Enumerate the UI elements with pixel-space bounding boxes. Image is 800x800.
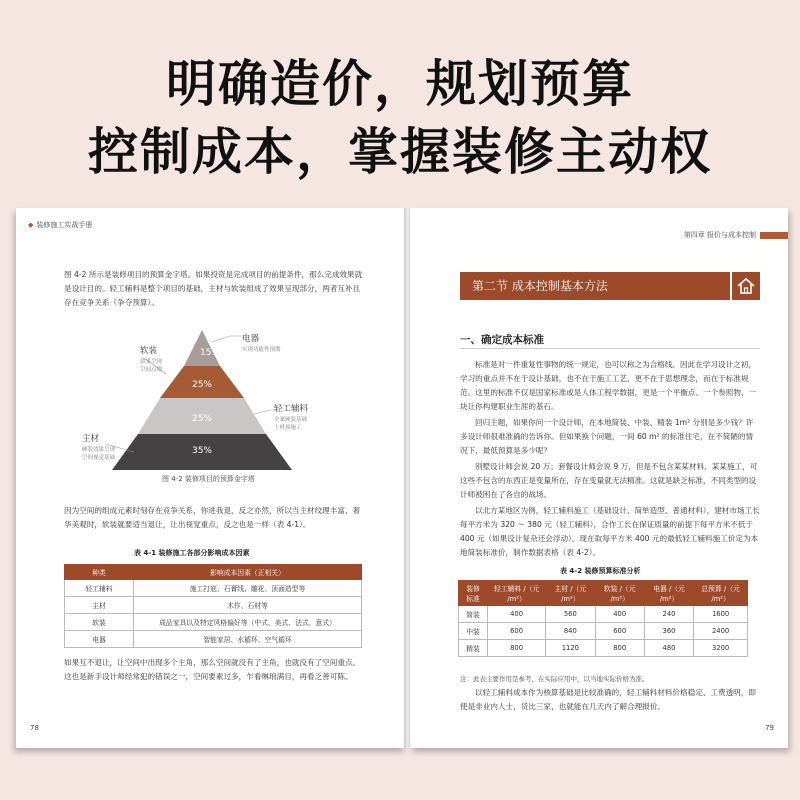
- table-cell: 480: [644, 640, 693, 657]
- table-cell: 精装: [459, 640, 488, 657]
- table-cell: 简装: [459, 606, 488, 623]
- table-cell: 施工打底、石膏线、雕花、顶面造型等: [134, 580, 362, 597]
- table-row: [65, 631, 362, 648]
- table-header-row: [65, 565, 362, 580]
- table-cell: 240: [644, 606, 693, 623]
- table-cell: 600: [595, 623, 644, 640]
- table-header-cell: 主材 /（元 /m²）: [546, 581, 595, 606]
- table-cell: 1120: [546, 640, 595, 657]
- pyramid-pct-auxiliary: 25%: [191, 414, 212, 424]
- table-cell: 2400: [694, 623, 748, 640]
- pyramid-label-main: 主材: [82, 434, 100, 444]
- left-intro-paragraph: 图 4-2 所示是装修项目的预算金字塔。如果投资是完成项目的前提条件，那么完成效果就是设计目的。轻工辅料是整个项目的基础，主材与软装组成了效果呈现部分，两者互补且存在竞争关系（争夺预算）。: [64, 270, 363, 307]
- table-cell: 400: [595, 606, 644, 623]
- banner-line-2: 控制成本，掌握装修主动权: [88, 123, 712, 181]
- table-header-cell: 总预算 /（元 /m²）: [694, 581, 748, 606]
- table-note: 注：此表主要作用是参考，在实际应用中，以当地实际价格为准。: [460, 675, 649, 683]
- section-title: 第二节 成本控制基本方法: [460, 272, 730, 300]
- pyramid-label-electrical: 电器: [242, 334, 260, 344]
- pyramid-pct-main: 35%: [191, 446, 212, 456]
- left-body-paragraph-3: 如果互不退让，让空间中出现多个主角，那么空间就没有了主角，也就没有了空间重点。这也是新手设计师经常犯的错误之一，空间要素过多，乍看琳琅满目，再看乏善可陈。: [64, 658, 361, 681]
- table-header-cell: 装修标准: [459, 581, 488, 606]
- table-cell: 软装: [65, 614, 134, 631]
- table-cell: 1600: [694, 606, 748, 623]
- table-row: [459, 623, 748, 640]
- table-cell: 轻工辅料: [65, 580, 134, 597]
- banner-line-1: 明确造价，规划预算: [166, 55, 634, 113]
- diamond-icon: ◆: [28, 221, 34, 229]
- right-paragraph-3: 别墅设计师会说 20 万；套餐设计师会说 9 万，但是不包含某某材料、某某施工，可这些不包含的东西正是变量所在，存在变量就无法精准。这就是缺乏标准，不同类型的设计师被困在了各自的战场。: [460, 462, 758, 499]
- right-paragraph-2: 回归主题，如果你问一个设计师，在本地简装、中装、精装 1m² 分别是多少钱？许多设计师很难准确的告诉你。但如果换个问题，一间 60 m² 的标准住宅，在不简陋的情况下，最低预算是多少呢？: [460, 418, 754, 455]
- table-header-cell: 电器 /（元 /m²）: [644, 581, 693, 606]
- right-running-head: 第四章 报价与成本控制: [680, 230, 788, 240]
- table-4-2-caption: 表 4-2 装修预算标准分析: [560, 567, 641, 575]
- pyramid-label-soft: 软装: [140, 346, 158, 356]
- table-cell: 电器: [65, 631, 134, 648]
- cost-factor-table: [64, 564, 362, 648]
- pyramid-sub-soft: 效果呈现 空间点缀: [140, 359, 163, 373]
- right-page-number: 79: [765, 724, 774, 732]
- table-cell: 800: [595, 640, 644, 657]
- pyramid-sub-main: 硬装效果呈现 空间视觉基础: [82, 447, 116, 461]
- table-row: [459, 640, 748, 657]
- right-paragraph-4: 以北方某地区为例，轻工辅料施工（基础设计、简单造型、普通材料），建材市场工长每平方米为 320 ～ 380 元（轻工辅料），合作工长在保证质量的前提下每平方米不低于 400 元（如果设计复杂还会浮动）。现在取每平方米 400 元的最低轻工辅料施工价定为本地简装标准价，制作数据表格（表 4-2）。: [460, 506, 760, 557]
- left-body-paragraph-2: 因为空间的组成元素时刻存在竞争关系，你进我退，反之亦然，所以当主材纹理丰富、奢华美观时，软装就要适当退让，让出视觉重点，反之也是一样（表 4-1）。: [64, 506, 361, 529]
- table-cell: 600: [488, 623, 546, 640]
- house-icon: [732, 272, 760, 300]
- table-cell: 成品家具以及特定风格偏好等（中式、美式、法式、意式）: [134, 614, 362, 631]
- table-header-cell: 影响成本因素（正相关）: [134, 565, 362, 580]
- right-page: [410, 208, 788, 748]
- left-running-head: ◆ 装修施工实战手册: [28, 221, 93, 229]
- table-header-row: [459, 581, 748, 606]
- pyramid-sub-electrical: 实现功能性预期: [242, 347, 281, 353]
- right-paragraph-1: 标准是对一件重复性事物的统一规定，也可以称之为合格线。因此在学习设计之初，学习的重点并不在于设计基础，也不在于施工工艺，更不在于思想理念，而在于标准规范。这里的标准不仅是国家标准或是人体工程学数据，更是一个平衡点、一个参照物、一块让你构建职业生涯的基石。: [460, 360, 757, 411]
- table-row: [65, 580, 362, 597]
- table-cell: 840: [546, 623, 595, 640]
- subsection-heading: 一、确定成本标准: [460, 334, 544, 346]
- table-cell: 木作、石材等: [134, 597, 362, 614]
- table-row: [65, 597, 362, 614]
- pyramid-sub-auxiliary: 全案硬装基础 土材预施工: [274, 417, 308, 431]
- table-row: [65, 614, 362, 631]
- leader-line-electrical: [212, 336, 244, 342]
- table-cell: 中装: [459, 623, 488, 640]
- table-4-1-caption: 表 4-1 装修施工各部分影响成本因素: [134, 549, 250, 557]
- running-head-bar: [760, 232, 788, 239]
- table-header-cell: 软装 /（元 /m²）: [595, 581, 644, 606]
- table-header-cell: 轻工辅料 /（元 /m²）: [488, 581, 546, 606]
- table-cell: 360: [644, 623, 693, 640]
- table-header-cell: 种类: [65, 565, 134, 580]
- table-cell: 400: [488, 606, 546, 623]
- table-cell: 主材: [65, 597, 134, 614]
- right-paragraph-5: 以轻工辅料成本作为核算基础是比较准确的，轻工辅料材料价格稳定、工费透明，即使是非业内人士，货比三家，也就能在几天内了解合理报价。: [460, 688, 756, 711]
- pyramid-caption: 图 4-2 装修项目的预算金字塔: [162, 475, 255, 483]
- table-cell: 3200: [694, 640, 748, 657]
- pyramid-pct-electrical: 15%: [199, 348, 220, 358]
- left-page: [16, 208, 406, 748]
- left-page-number: 78: [30, 724, 39, 732]
- pyramid-pct-soft: 25%: [191, 380, 212, 390]
- table-cell: 560: [546, 606, 595, 623]
- table-cell: 800: [488, 640, 546, 657]
- table-cell: 智能家居、水循环、空气循环: [134, 631, 362, 648]
- open-book: [12, 208, 790, 756]
- pyramid-label-auxiliary: 轻工辅料: [274, 404, 309, 414]
- heading-divider: [460, 348, 760, 349]
- table-row: [459, 606, 748, 623]
- budget-standard-table: [458, 580, 748, 657]
